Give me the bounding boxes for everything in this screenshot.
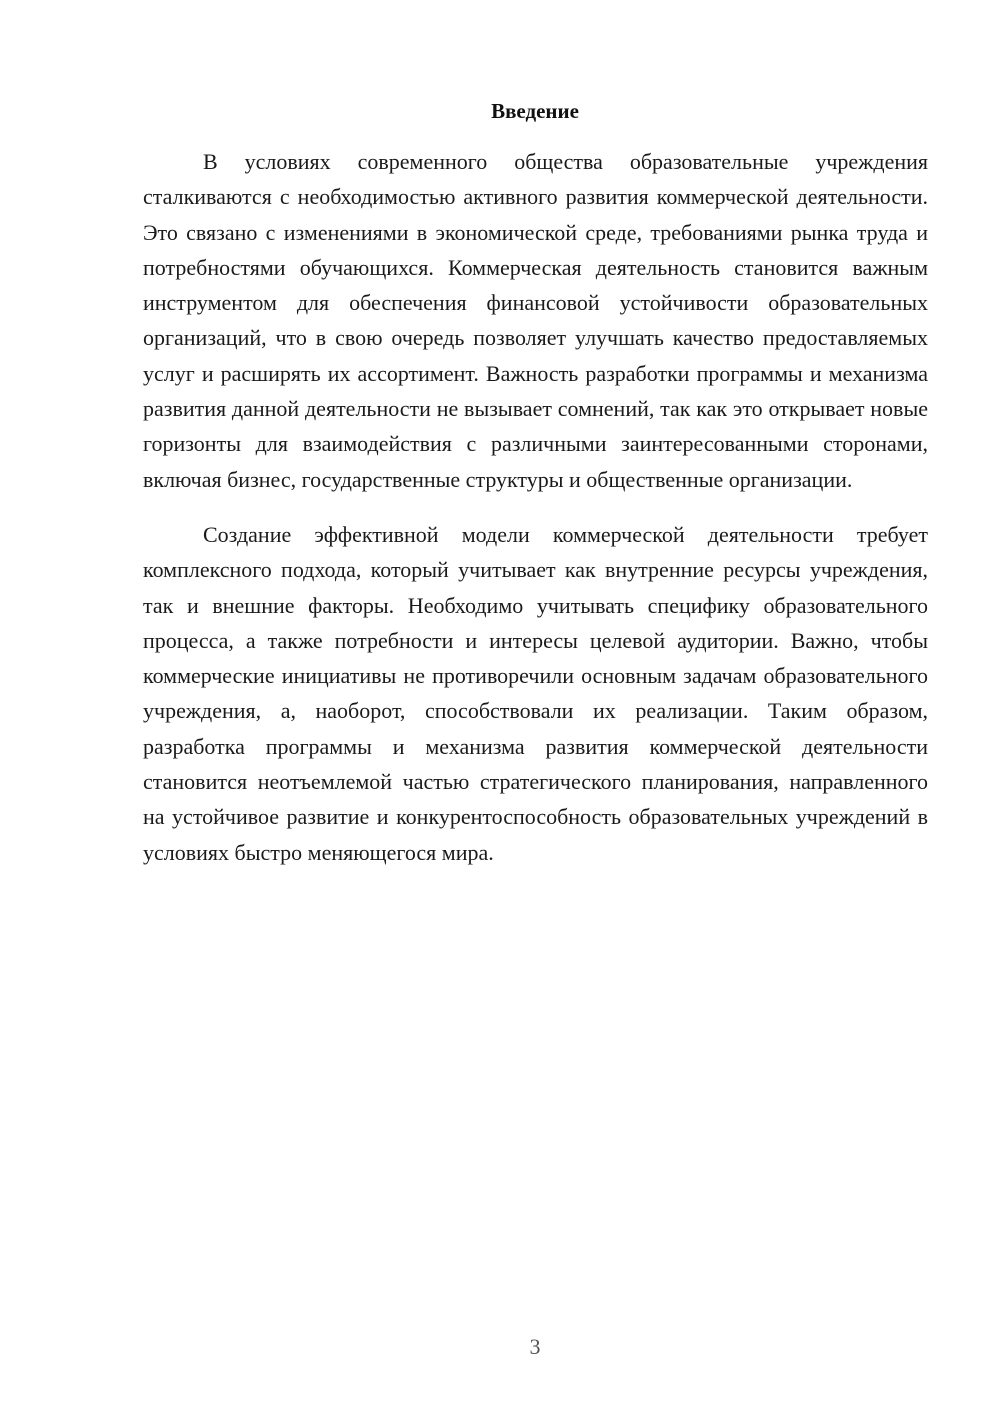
section-title: Введение	[491, 99, 579, 123]
body-text	[143, 144, 928, 870]
page-number: 3	[529, 1334, 541, 1359]
paragraph-2: Создание эффективной модели коммерческой деятельности требует комплексного подхода, который учитывает как внутренние ресурсы учреждения, так и внешние факторы. Необходимо учитывать специфику образовательного процесса, а также потребности и интересы целевой аудитории. Важно, чтобы коммерческие инициативы не противоречили основным задачам образовательного учреждения, а, наоборот, способствовали их реализации. Таким образом, разработка программы и механизма развития коммерческой деятельности становится неотъемлемой частью стратегического планирования, направленного на устойчивое развитие и конкурентоспособность образовательных учреждений в условиях быстро меняющегося мира.	[143, 521, 928, 865]
paragraph-1: В условиях современного общества образовательные учреждения сталкиваются с необходимостью активного развития коммерческой деятельности. Это связано с изменениями в экономической среде, требованиями рынка труда и потребностями обучающихся. Коммерческая деятельность становится важным инструментом для обеспечения финансовой устойчивости образовательных организаций, что в свою очередь позволяет улучшать качество предоставляемых услуг и расширять их ассортимент. Важность разработки программы и механизма развития данной деятельности не вызывает сомнений, так как это открывает новые горизонты для взаимодействия с различными заинтересованными сторонами, включая бизнес, государственные структуры и общественные организации.	[143, 149, 928, 492]
